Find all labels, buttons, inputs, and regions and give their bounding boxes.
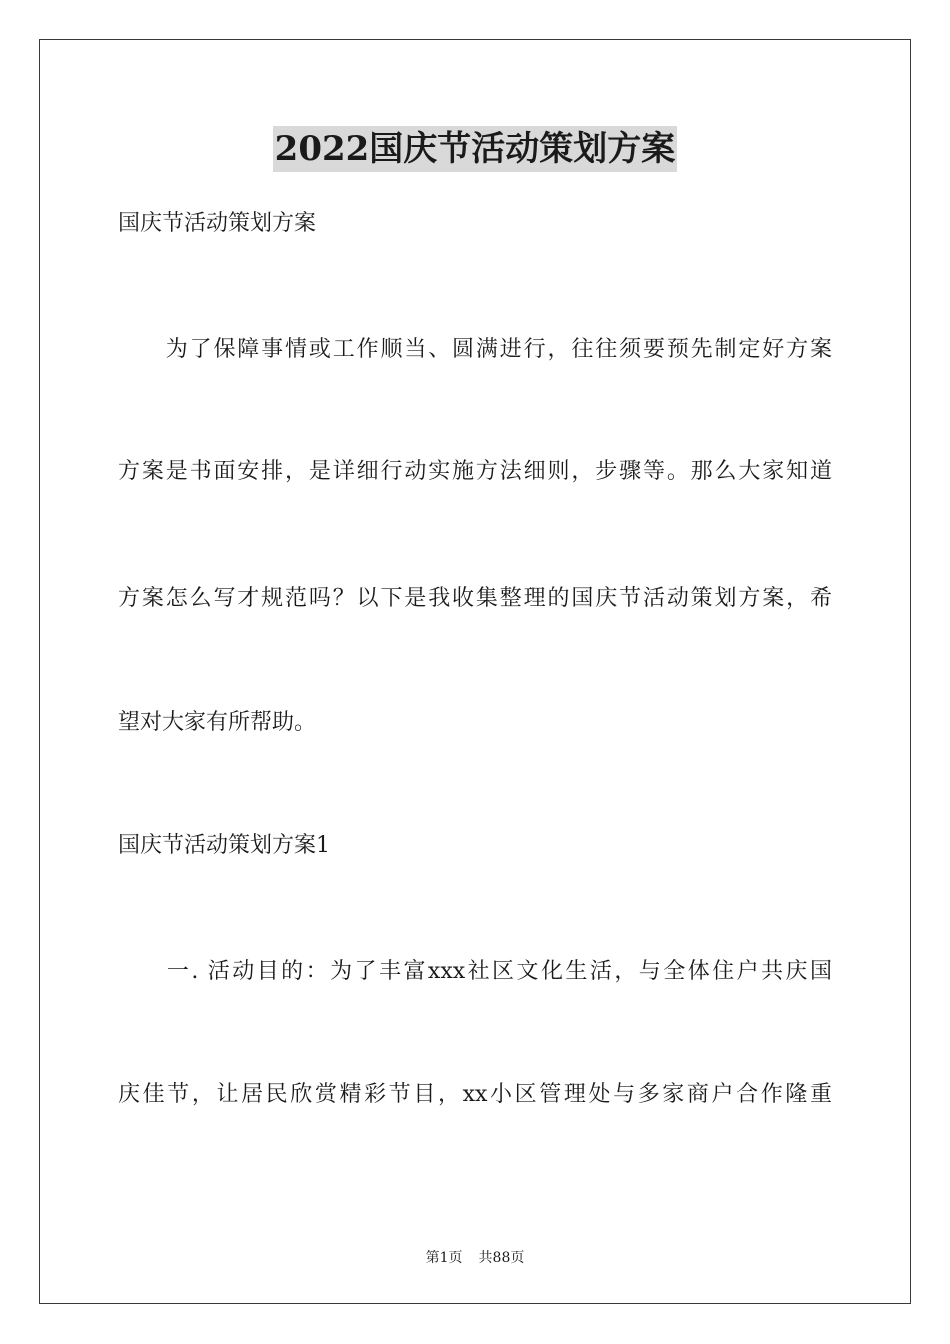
paragraph-line: 方案怎么写才规范吗？以下是我收集整理的国庆节活动策划方案，希	[118, 586, 832, 611]
page-number: 第1页	[425, 1250, 463, 1266]
paragraph-line: 方案是书面安排，是详细行动实施方法细则，步骤等。那么大家知道	[118, 459, 832, 484]
paragraph-line: 望对大家有所帮助。	[118, 710, 317, 735]
page-total: 共88页	[478, 1250, 525, 1266]
paragraph-line: 庆佳节，让居民欣赏精彩节目，xx小区管理处与多家商户合作隆重	[118, 1082, 832, 1107]
title-container	[0, 126, 950, 172]
paragraph-line: 为了保障事情或工作顺当、圆满进行，往往须要预先制定好方案	[118, 337, 832, 362]
document-title: 2022国庆节活动策划方案	[273, 126, 678, 172]
page-footer	[0, 1249, 950, 1267]
subtitle-line: 国庆节活动策划方案	[118, 211, 317, 236]
section-heading: 国庆节活动策划方案1	[118, 833, 330, 858]
paragraph-line: 一. 活动目的：为了丰富xxx社区文化生活，与全体住户共庆国	[118, 959, 832, 984]
